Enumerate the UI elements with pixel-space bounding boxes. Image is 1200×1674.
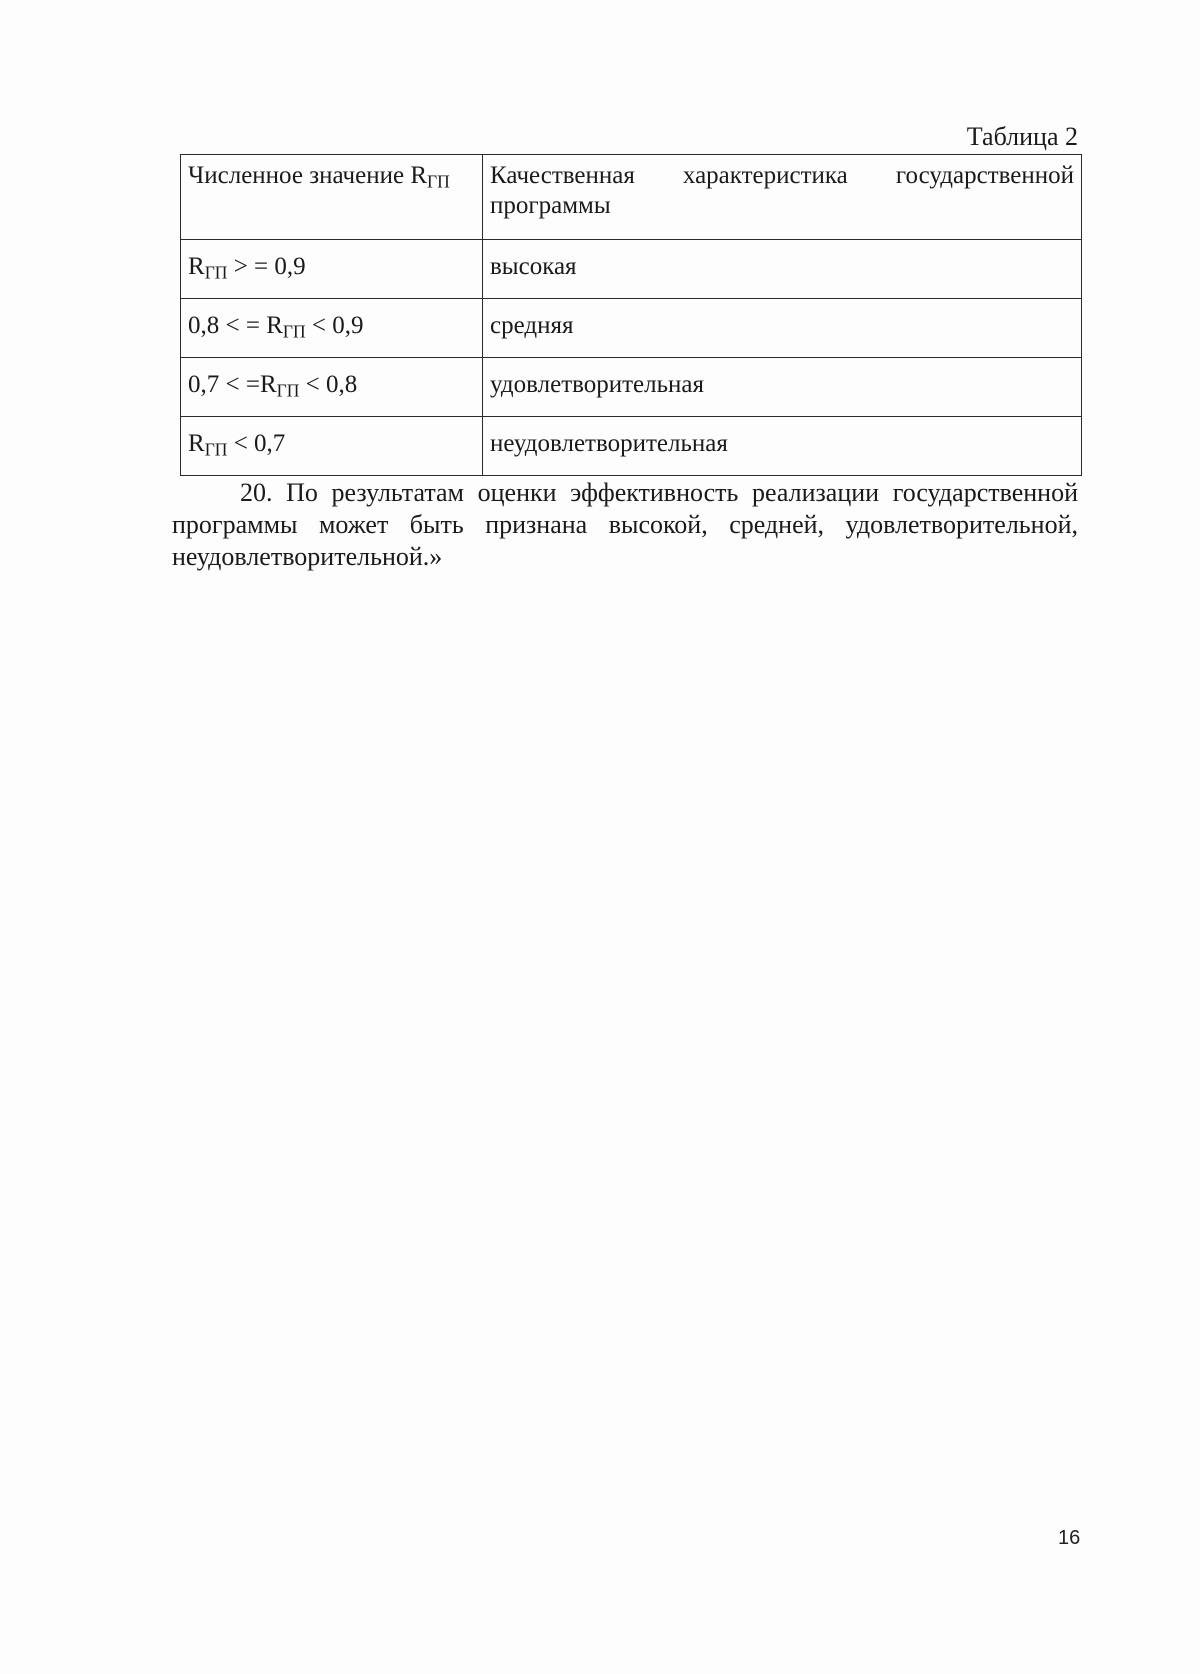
header-numeric-subscript: ГП bbox=[427, 171, 450, 192]
condition-suffix: < 0,9 bbox=[305, 312, 364, 339]
condition-prefix: R bbox=[188, 430, 205, 457]
row-quality: высокая bbox=[483, 240, 1082, 299]
row-quality: удовлетворительная bbox=[483, 358, 1082, 417]
condition-prefix: R bbox=[188, 253, 205, 280]
header-quality bbox=[483, 155, 1082, 240]
condition-prefix: 0,8 < = R bbox=[188, 312, 283, 339]
condition-subscript: ГП bbox=[204, 439, 228, 460]
page-number: 16 bbox=[1058, 1527, 1081, 1549]
table-row bbox=[181, 240, 1082, 299]
row-quality: неудовлетворительная bbox=[483, 417, 1082, 476]
table-row bbox=[181, 299, 1082, 358]
table-row bbox=[181, 417, 1082, 476]
condition-subscript: ГП bbox=[204, 262, 228, 283]
row-quality: средняя bbox=[483, 299, 1082, 358]
condition-suffix: > = 0,9 bbox=[227, 253, 306, 280]
header-numeric-label: Численное значение R bbox=[188, 162, 428, 189]
paragraph-text: 20. По результатам оценки эффективность реализации государственной программы может быть признана высокой, средней, удовлетворительной, неудовлетворительной.» bbox=[172, 478, 1078, 571]
row-condition bbox=[181, 417, 483, 476]
condition-subscript: ГП bbox=[282, 321, 306, 342]
condition-prefix: 0,7 < =R bbox=[188, 371, 277, 398]
header-numeric-value bbox=[181, 155, 483, 240]
body-paragraph bbox=[172, 477, 1078, 573]
row-condition bbox=[181, 299, 483, 358]
condition-suffix: < 0,8 bbox=[299, 371, 358, 398]
table-header-row bbox=[181, 155, 1082, 240]
table-caption: Таблица 2 bbox=[966, 122, 1078, 151]
condition-subscript: ГП bbox=[276, 380, 300, 401]
table-row bbox=[181, 358, 1082, 417]
header-quality-line1: Качественная характеристика государственной bbox=[490, 162, 1074, 189]
condition-suffix: < 0,7 bbox=[227, 430, 286, 457]
row-condition bbox=[181, 240, 483, 299]
row-condition bbox=[181, 358, 483, 417]
header-quality-line2: программы bbox=[490, 192, 611, 219]
rating-table bbox=[180, 154, 1082, 476]
